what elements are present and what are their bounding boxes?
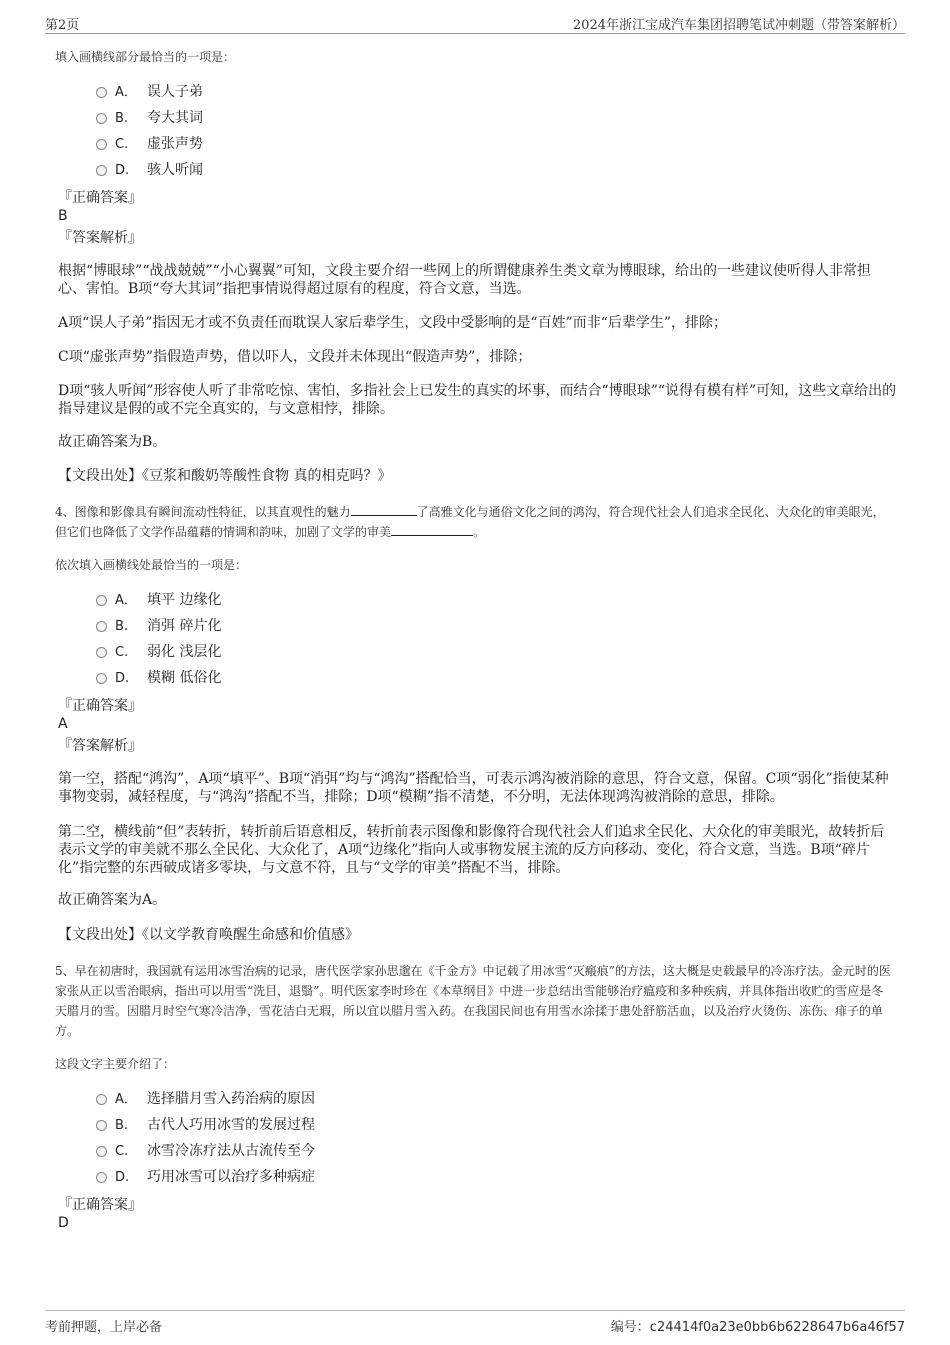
q3-option-b[interactable]: B. 夸大其词 bbox=[96, 108, 203, 128]
q3-option-c[interactable]: C. 虚张声势 bbox=[96, 134, 203, 154]
q4-analysis-p3: 故正确答案为A。 bbox=[58, 892, 167, 908]
radio-icon[interactable] bbox=[96, 1120, 107, 1131]
radio-icon[interactable] bbox=[96, 87, 107, 98]
radio-icon[interactable] bbox=[96, 165, 107, 176]
q3-analysis-p5: 故正确答案为B。 bbox=[58, 434, 167, 450]
q3-source: 【文段出处】《豆浆和酸奶等酸性食物 真的相克吗？》 bbox=[58, 468, 392, 484]
q4-option-b[interactable]: B. 消弭 碎片化 bbox=[96, 616, 221, 636]
q4-option-d[interactable]: D. 模糊 低俗化 bbox=[96, 668, 221, 688]
q5-option-d[interactable]: D. 巧用冰雪可以治疗多种病症 bbox=[96, 1167, 315, 1187]
q3-analysis-p4: D项“骇人听闻”形容使人听了非常吃惊、害怕，多指社会上已发生的真实的坏事，而结合“博眼球”“说得有模有样”可知，这些文章给出的指导建议是假的或不完全真实的，与文意相悖，排除。 bbox=[58, 383, 897, 417]
radio-icon[interactable] bbox=[96, 1172, 107, 1183]
radio-icon[interactable] bbox=[96, 621, 107, 632]
radio-icon[interactable] bbox=[96, 113, 107, 124]
q4-answer-label: 『正确答案』 bbox=[58, 698, 142, 714]
q4-analysis-p2: 第二空，横线前“但”表转折，转折前后语意相反，转折前表示图像和影像符合现代社会人们追求全民化、大众化的审美眼光，故转折后表示文学的审美就不那么全民化、大众化了，A项“边缘化”指向人或事物发展主流的反方向移动、变化，符合文意，当选。B项“碎片化”指完整的东西破成诸多零块，与文意不符，且与“文学的审美”搭配不当，排除。 bbox=[58, 824, 885, 876]
q5-prompt: 这段文字主要介绍了： bbox=[55, 1057, 176, 1071]
page-header bbox=[45, 14, 905, 34]
q4-stem: 4、图像和影像具有瞬间流动性特征，以其直观性的魅力 了高雅文化与通俗文化之间的鸿沟，符合现代社会人们追求全民化、大众化的审美眼光，但它们也降低了文学作品蕴藉的情调和韵味，加剧了文学的审美 。 bbox=[55, 505, 885, 539]
q3-prompt: 填入画横线部分最恰当的一项是： bbox=[55, 50, 236, 64]
blank-2 bbox=[391, 523, 473, 536]
q4-option-c[interactable]: C. 弱化 浅层化 bbox=[96, 642, 221, 662]
q5-option-c[interactable]: C. 冰雪冷冻疗法从古流传至今 bbox=[96, 1141, 315, 1161]
q4-answer: A bbox=[58, 716, 68, 732]
page-footer bbox=[45, 1310, 905, 1335]
q4-source: 【文段出处】《以文学教育唤醒生命感和价值感》 bbox=[58, 927, 359, 943]
radio-icon[interactable] bbox=[96, 647, 107, 658]
q5-answer-label: 『正确答案』 bbox=[58, 1197, 142, 1213]
q3-analysis-p1: 根据“博眼球”“战战兢兢”“小心翼翼”可知，文段主要介绍一些网上的所谓健康养生类文章为博眼球，给出的一些建议使听得人非常担心、害怕。B项“夸大其词”指把事情说得超过原有的程度，符合文意，当选。 bbox=[58, 263, 871, 297]
q3-option-d[interactable]: D. 骇人听闻 bbox=[96, 160, 203, 180]
radio-icon[interactable] bbox=[96, 1094, 107, 1105]
q4-option-a[interactable]: A． 填平 边缘化 bbox=[96, 590, 221, 610]
q5-option-a[interactable]: A． 选择腊月雪入药治病的原因 bbox=[96, 1089, 315, 1109]
document-code: 编号：c24414f0a23e0bb6b6228647b6a46f57 bbox=[610, 1320, 905, 1335]
radio-icon[interactable] bbox=[96, 139, 107, 150]
q3-analysis-p2: A项“误人子弟”指因无才或不负责任而耽误人家后辈学生，文段中受影响的是“百姓”而非“后辈学生”，排除； bbox=[58, 315, 728, 331]
q3-answer-label: 『正确答案』 bbox=[58, 190, 142, 206]
q4-prompt: 依次填入画横线处最恰当的一项是： bbox=[55, 558, 248, 572]
q4-analysis-p1: 第一空，搭配“鸿沟”，A项“填平”、B项“消弭”均与“鸿沟”搭配恰当，可表示鸿沟被消除的意思，符合文意，保留。C项“弱化”指使某种事物变弱，减轻程度，与“鸿沟”搭配不当，排除；D项“模糊”指不清楚，不分明，无法体现鸿沟被消除的意思，排除。 bbox=[58, 771, 889, 805]
radio-icon[interactable] bbox=[96, 1146, 107, 1157]
q4-analysis-label: 『答案解析』 bbox=[58, 738, 142, 754]
q3-analysis-p3: C项“虚张声势”指假造声势，借以吓人，文段并未体现出“假造声势”，排除； bbox=[58, 349, 532, 365]
q3-option-a[interactable]: A． 误人子弟 bbox=[96, 82, 203, 102]
blank-1 bbox=[351, 503, 417, 516]
radio-icon[interactable] bbox=[96, 673, 107, 684]
footer-slogan: 考前押题，上岸必备 bbox=[45, 1320, 163, 1335]
q3-answer: B bbox=[58, 208, 68, 224]
page-number: 第2页 bbox=[45, 18, 80, 33]
q5-answer: D bbox=[58, 1215, 69, 1231]
q5-option-b[interactable]: B. 古代人巧用冰雪的发展过程 bbox=[96, 1115, 315, 1135]
q5-stem: 5、早在初唐时，我国就有运用冰雪治病的记录，唐代医学家孙思邈在《千金方》中记载了用冰雪“灭瘢痕”的方法，这大概是史载最早的冷冻疗法。金元时的医家张从正以雪治眼病，指出可以用雪“洗目，退翳”。明代医家李时珍在《本草纲目》中进一步总结出雪能够治疗瘟疫和多种疾病，并具体指出收贮的雪应是冬天腊月的雪。因腊月时空气寒冷洁净，雪花洁白无瑕，所以宜以腊月雪入药。在我国民间也有用雪水涂揉于患处舒筋活血，以及治疗火烫伤、冻伤、痱子的单方。 bbox=[55, 964, 891, 1038]
radio-icon[interactable] bbox=[96, 595, 107, 606]
document-title: 2024年浙江宝成汽车集团招聘笔试冲刺题（带答案解析） bbox=[572, 18, 905, 33]
q3-analysis-label: 『答案解析』 bbox=[58, 230, 142, 246]
